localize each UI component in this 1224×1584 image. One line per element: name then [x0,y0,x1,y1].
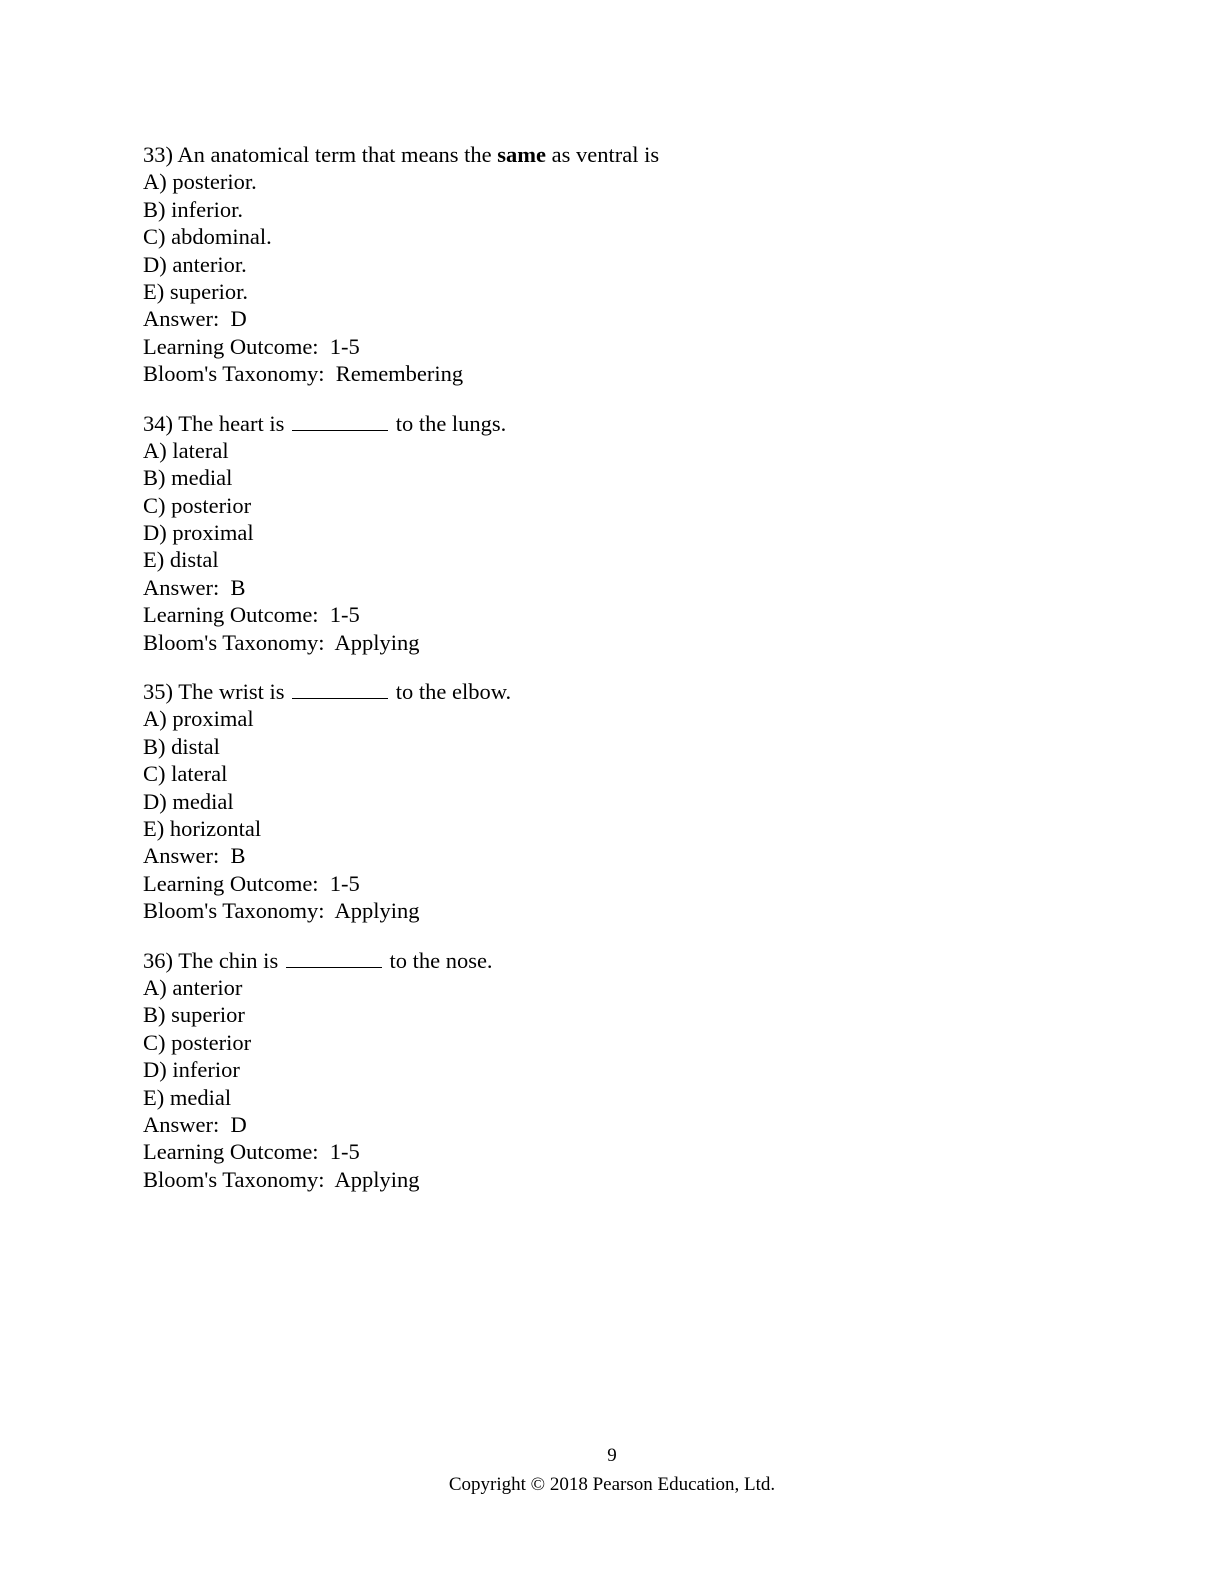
question-number: 35) [143,679,173,705]
option-b: B) inferior. [143,196,243,222]
question-34 [143,410,1043,657]
question-number: 33) [143,142,173,167]
answer: Answer: D [143,1111,247,1137]
blooms-taxonomy: Bloom's Taxonomy: Applying [143,629,420,655]
option-c: C) lateral [143,761,228,787]
option-d: D) proximal [143,520,254,546]
option-a: A) lateral [143,437,229,463]
learning-outcome: Learning Outcome: 1-5 [143,870,360,896]
option-a: A) posterior. [143,169,257,195]
option-e: E) distal [143,547,219,573]
stem-text: An anatomical term that means the [177,142,498,167]
stem-text-end: as ventral is [546,142,660,167]
answer: Answer: B [143,574,246,600]
question-36 [143,947,1043,1194]
option-d: D) inferior [143,1057,240,1083]
learning-outcome: Learning Outcome: 1-5 [143,602,360,628]
learning-outcome: Learning Outcome: 1-5 [143,1139,360,1165]
copyright-notice: Copyright © 2018 Pearson Education, Ltd. [448,1474,776,1495]
blooms-taxonomy: Bloom's Taxonomy: Applying [143,898,420,924]
stem-text: The heart is [178,410,285,436]
option-d: D) medial [143,788,234,814]
option-d: D) anterior. [143,251,247,277]
page-number: 9 [607,1445,617,1466]
question-number: 36) [143,947,173,973]
question-33 [143,141,1043,388]
learning-outcome: Learning Outcome: 1-5 [143,333,360,359]
stem-text-end: to the lungs. [395,410,507,436]
answer: Answer: D [143,306,247,332]
stem-emphasis: same [497,142,547,167]
answer-blank [292,680,388,699]
question-stem [143,141,1043,168]
question-35 [143,678,1043,925]
option-a: A) proximal [143,706,254,732]
option-c: C) posterior [143,492,252,518]
question-stem [143,678,1043,705]
answer-blank [286,949,382,968]
question-list [143,141,1043,1215]
stem-text-end: to the nose. [389,947,493,973]
question-number: 34) [143,410,173,436]
answer: Answer: B [143,843,246,869]
question-stem [143,947,1043,974]
stem-text-end: to the elbow. [395,679,512,705]
stem-text: The chin is [178,947,279,973]
stem-text: The wrist is [178,679,285,705]
option-b: B) superior [143,1002,245,1028]
option-e: E) superior. [143,278,248,304]
option-e: E) horizontal [143,815,262,841]
blooms-taxonomy: Bloom's Taxonomy: Remembering [143,361,464,387]
blooms-taxonomy: Bloom's Taxonomy: Applying [143,1166,420,1192]
option-b: B) medial [143,465,233,491]
answer-blank [292,412,388,431]
option-e: E) medial [143,1084,232,1110]
option-a: A) anterior [143,974,243,1000]
option-b: B) distal [143,733,220,759]
question-stem [143,410,1043,437]
option-c: C) posterior [143,1029,252,1055]
option-c: C) abdominal. [143,224,272,250]
